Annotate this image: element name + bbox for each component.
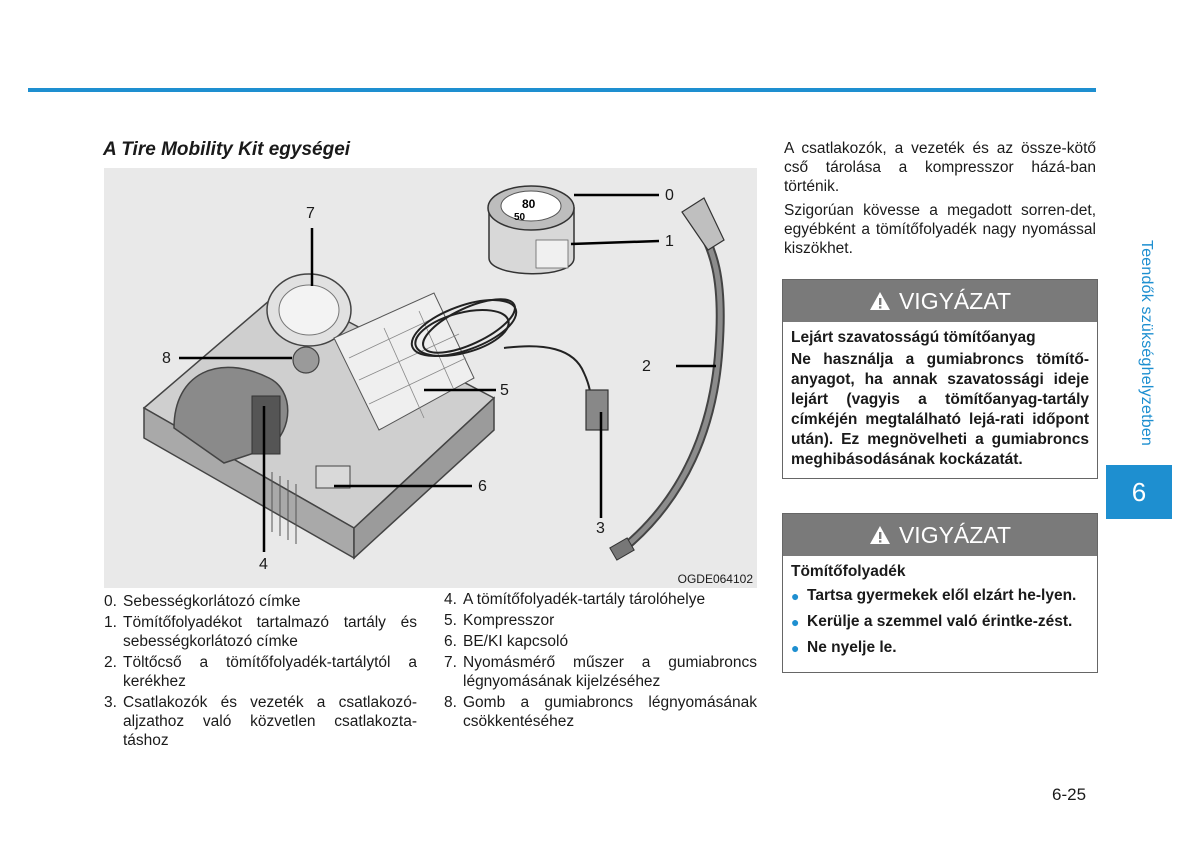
warning-box-sealant [782, 513, 1098, 673]
warning-text: Ne használja a gumiabroncs tömítő-anyagot, ha annak szavatossági ideje lejárt (vagyis a tömítőanyag-tartály címkéjén megtalálható lejá-rati időpont után). Ez megnövelheti a gumiabroncs meghibásodásának kockázatát. [791, 351, 1089, 468]
legend-number: 5. [444, 612, 457, 629]
callout-6: 6 [478, 478, 487, 495]
callout-4: 4 [259, 556, 268, 573]
warning-body [783, 322, 1097, 478]
bullet-icon: ● [791, 614, 800, 630]
legend-item [444, 632, 757, 651]
callout-3: 3 [596, 520, 605, 537]
warning-header [783, 514, 1097, 556]
legend-item [104, 653, 417, 691]
figure-code: OGDE064102 [677, 572, 753, 586]
sealant-can-illustration [488, 186, 574, 274]
callout-1: 1 [665, 233, 674, 250]
kit-illustration [104, 168, 757, 588]
list-item [791, 586, 1089, 606]
legend-number: 0. [104, 593, 117, 610]
legend-text: Gomb a gumiabroncs légnyomásának csökkentéséhez [463, 694, 757, 730]
legend-text: Csatlakozók és vezeték a csatlakozó-aljzathoz való közvetlen csatlakozta-táshoz [123, 694, 417, 749]
legend-text: Tömítőfolyadékot tartalmazó tartály és sebességkorlátozó címke [123, 614, 417, 650]
tire-mobility-kit-figure [104, 168, 757, 588]
callout-7: 7 [306, 205, 315, 222]
legend-number: 2. [104, 654, 117, 671]
legend-text: Kompresszor [463, 612, 555, 629]
legend-list-left [104, 592, 417, 752]
legend-number: 6. [444, 633, 457, 650]
legend-item [104, 613, 417, 651]
warning-title: VIGYÁZAT [898, 521, 1012, 548]
legend-text: Nyomásmérő műszer a gumiabroncs légnyomásának kijelzéséhez [463, 654, 757, 690]
can-label-50: 50 [514, 212, 526, 223]
chapter-side-label: Teendők szükséghelyzetben [1138, 240, 1155, 447]
list-item [791, 638, 1089, 658]
callout-2: 2 [642, 358, 651, 375]
bullet-text: Ne nyelje le. [807, 639, 897, 656]
warning-bullets [791, 586, 1089, 658]
callout-0: 0 [665, 187, 674, 204]
legend-number: 7. [444, 654, 457, 671]
storage-paragraph: A csatlakozók, a vezeték és az össze-kötő cső tárolása a kompresszor házá-ban történik. [784, 140, 1096, 195]
hose-illustration [610, 198, 724, 560]
sequence-paragraph: Szigorúan kövesse a megadott sorren-det, egyébként a tömítőfolyadék nagy nyomással kiszökhet. [784, 202, 1096, 257]
callout-8: 8 [162, 350, 171, 367]
bullet-icon: ● [791, 588, 800, 604]
warning-subtitle: Tömítőfolyadék [791, 563, 906, 580]
bullet-text: Tartsa gyermekek elől elzárt he-lyen. [807, 587, 1077, 604]
legend-number: 1. [104, 614, 117, 631]
legend-text: A tömítőfolyadék-tartály tárolóhelye [463, 591, 706, 608]
legend-number: 4. [444, 591, 457, 608]
warning-body [783, 556, 1097, 672]
warning-header [783, 280, 1097, 322]
warning-triangle-icon [869, 291, 891, 311]
legend-item [444, 611, 757, 630]
legend-item [444, 693, 757, 731]
warning-box-expiry [782, 279, 1098, 479]
warning-subtitle: Lejárt szavatosságú tömítőanyag [791, 329, 1036, 346]
legend-item [104, 592, 417, 611]
warning-title: VIGYÁZAT [898, 287, 1012, 314]
header-rule [28, 88, 1096, 92]
chapter-number-tab: 6 [1106, 465, 1172, 519]
legend-item [444, 653, 757, 691]
callout-5: 5 [500, 382, 509, 399]
legend-list-right [444, 590, 757, 733]
section-title: A Tire Mobility Kit egységei [103, 139, 351, 160]
legend-item [104, 693, 417, 750]
legend-text: Töltőcső a tömítőfolyadék-tartálytól a kerékhez [123, 654, 417, 690]
warning-triangle-icon [869, 525, 891, 545]
legend-number: 3. [104, 694, 117, 711]
page-number: 6-25 [1052, 785, 1087, 804]
compressor-illustration [144, 274, 494, 558]
list-item [791, 612, 1089, 632]
legend-number: 8. [444, 694, 457, 711]
legend-text: Sebességkorlátozó címke [123, 593, 301, 610]
bullet-icon: ● [791, 640, 800, 656]
can-label-80: 80 [522, 197, 536, 211]
legend-text: BE/KI kapcsoló [463, 633, 569, 650]
bullet-text: Kerülje a szemmel való érintke-zést. [807, 613, 1073, 630]
legend-item [444, 590, 757, 609]
